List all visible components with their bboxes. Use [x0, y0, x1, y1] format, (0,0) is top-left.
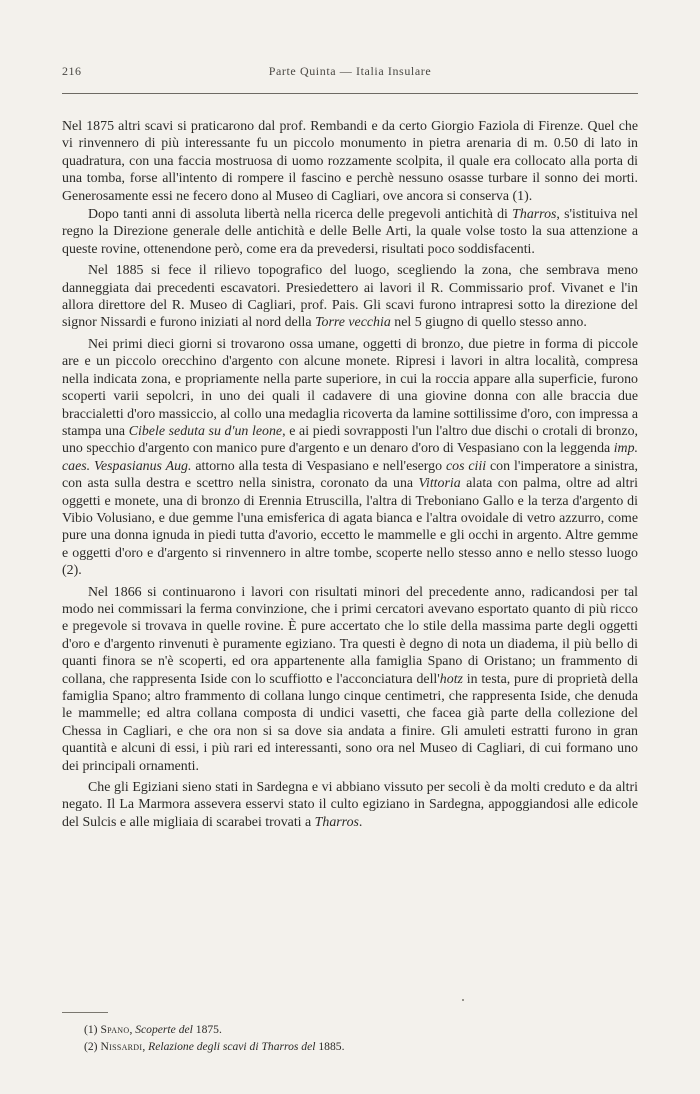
main-text [62, 118, 638, 831]
footnote-title: Scoperte del [135, 1023, 193, 1036]
header-rule [62, 93, 638, 94]
text-run: Nel 1866 si continuarono i lavori con risultati minori del precedente anno, radicandosi per tal modo nei commissari la ferma convinzione, che i primi cercatori avevano esportato quanto di più ricco e pregevole si trovava in quelle rovine. È pure accertato che lo stile della massima parte degli oggetti d'oro e d'argento rinvenuti è puramente egiziano. Tra questi è degno di nota un diadema, il più bello di quanti finora se n'è scoperti, ed ora appartenente alla famiglia Spano di Oristano; un frammento di collana, che rappresenta Iside con lo scuffiotto e l'acconciatura dell' [62, 584, 638, 687]
text-run: , e ai piedi sovrapposti l'un l'altro due dischi o crotali di bronzo, uno specchio d'argento con manico pure d'argento e un denaro d'oro di Vespasiano con la leggenda [62, 423, 638, 457]
paragraph [62, 584, 638, 775]
text-run: Nel 1875 altri scavi si praticarono dal prof. Rembandi e da certo Giorgio Faziola di Firenze. Quel che vi rinvennero di più interessante fu un piccolo monumento in pietra arenaria di m. 0.50 di lato in quadratura, con una faccia mostruosa di uomo rozzamente scolpita, il quale era collocato alla porta di una tomba, forse all'intento di rompere il fascino e perchè nessuno osasse turbare il sonno dei morti. Generosamente essi ne fecero dono al Museo di Cagliari, ove ancora si conserva (1). [62, 119, 638, 204]
italic-run: Tharros [512, 207, 557, 223]
text-run: attorno alla testa di Vespasiano e nell'esergo [191, 458, 446, 474]
text-run: , s'istituiva nel regno la Direzione generale delle antichità e delle Belle Arti, la quale volse tosto la sua attenzione a queste rovine, ottenendone però, come era da prevedersi, risultati poco soddisfacenti. [62, 207, 638, 257]
footnote-rule [62, 1012, 108, 1013]
ink-speck [462, 999, 464, 1001]
italic-run: cos ciii [445, 458, 487, 474]
page-header [62, 64, 638, 86]
italic-run: imp. caes. Vespasianus Aug. [62, 441, 638, 474]
footnote-year: 1885. [318, 1040, 345, 1053]
text-run: Nel 1885 si fece il rilievo topografico del luogo, scegliendo la zona, che sembrava meno danneggiata dai precedenti escavatori. Presiedettero ai lavori il R. Commissario prof. Vivanet e l'in allora direttore del R. Museo di Cagliari, prof. Pais. Gli scavi furono intrapresi sotto la direzione del signor Nissardi e furono iniziati al nord della [62, 263, 638, 331]
text-run: Che gli Egiziani sieno stati in Sardegna e vi abbiano vissuto per secoli è da molti creduto e da altri negato. Il La Marmora assevera esservi stato il culto egiziano in Sardegna, appoggiandosi alle edicole del Sulcis e alle migliaia di scarabei trovati a [62, 780, 638, 830]
footnote-year: 1875. [195, 1023, 222, 1036]
italic-run: Cibele seduta su d'un leone [128, 423, 283, 439]
text-run: Nei primi dieci giorni si trovarono ossa umane, oggetti di bronzo, due pietre in forma di piccole are e un piccolo orecchino d'argento con alcune monete. Ripresi i lavori in altra località, compresa nella indicata zona, e propriamente nella parte superiore, in cui la roccia appare alla superficie, furono scoperti varii sepolcri, in uno dei quali il cadavere di una giovine donna con alle braccia due braccialetti d'oro massiccio, al collo una medaglia ricoverta da lamine sottilissime d'oro, con impressa a stampa una [62, 336, 638, 439]
italic-run: Vittoria [418, 476, 461, 492]
text-run: nel 5 giugno di quello stesso anno. [390, 315, 587, 331]
footnote-title: Relazione degli scavi di Tharros del [148, 1040, 316, 1053]
footnote-mark: (2) [84, 1040, 98, 1053]
text-run: Dopo tanti anni di assoluta libertà nella ricerca delle pregevoli antichità di [88, 207, 513, 223]
paragraph [62, 779, 638, 831]
page-number: 216 [62, 64, 82, 78]
footnote-author: Nissardi [100, 1040, 143, 1053]
text-run: con l'imperatore a sinistra, con asta sulla destra e scettro nella sinistra, coronato da una [62, 458, 639, 492]
footnotes [84, 1021, 624, 1055]
footnote-author: Spano [100, 1023, 130, 1036]
running-title: Parte Quinta — Italia Insulare [268, 64, 432, 78]
paragraph [62, 336, 638, 580]
italic-run: hotz [439, 671, 463, 687]
paragraph [62, 118, 638, 205]
text-run: in testa, pure di proprietà della famiglia Spano; altro frammento di collana lungo cinque centimetri, che rappresenta Iside, che denuda le mammelle; ed altra collana composta di undici vasetti, che facea già parte della collezione del Chessa in Cagliari, e che ora non si sa dove sia andata a finire. Gli amuleti estratti furono in gran quantità e alcuni di essi, i più rari ed interessanti, sono ora nel Museo di Cagliari, di cui formano uno dei principali ornamenti. [62, 671, 639, 774]
text-run: alata con palma, oltre ad altri oggetti e monete, una di bronzo di Erennia Etruscilla, l'altra di Treboniano Gallo e la terza d'argento di Vibio Volusiano, e due gemme l'una emisferica di agata bianca e l'altra ovoidale di vetro azzurro, come pure una donna ignuda in piedi tutta d'avorio, eccetto le mammelle e gli occhi in argento. Altre gemme e oggetti d'oro e d'argento si rinvennero in altre tombe, scoperte nello stesso anno e nello stesso luogo (2). [62, 476, 638, 579]
footnote-2: (2) Nissardi, Relazione degli scavi di Tharros del 1885. [84, 1040, 345, 1053]
paragraph [62, 206, 638, 258]
italic-run: Torre vecchia [315, 315, 391, 331]
footnote-1: (1) Spano, Scoperte del 1875. [84, 1023, 222, 1036]
footnote-mark: (1) [84, 1023, 98, 1036]
text-run: . [358, 814, 363, 830]
paragraph [62, 262, 638, 332]
italic-run: Tharros [314, 814, 359, 830]
